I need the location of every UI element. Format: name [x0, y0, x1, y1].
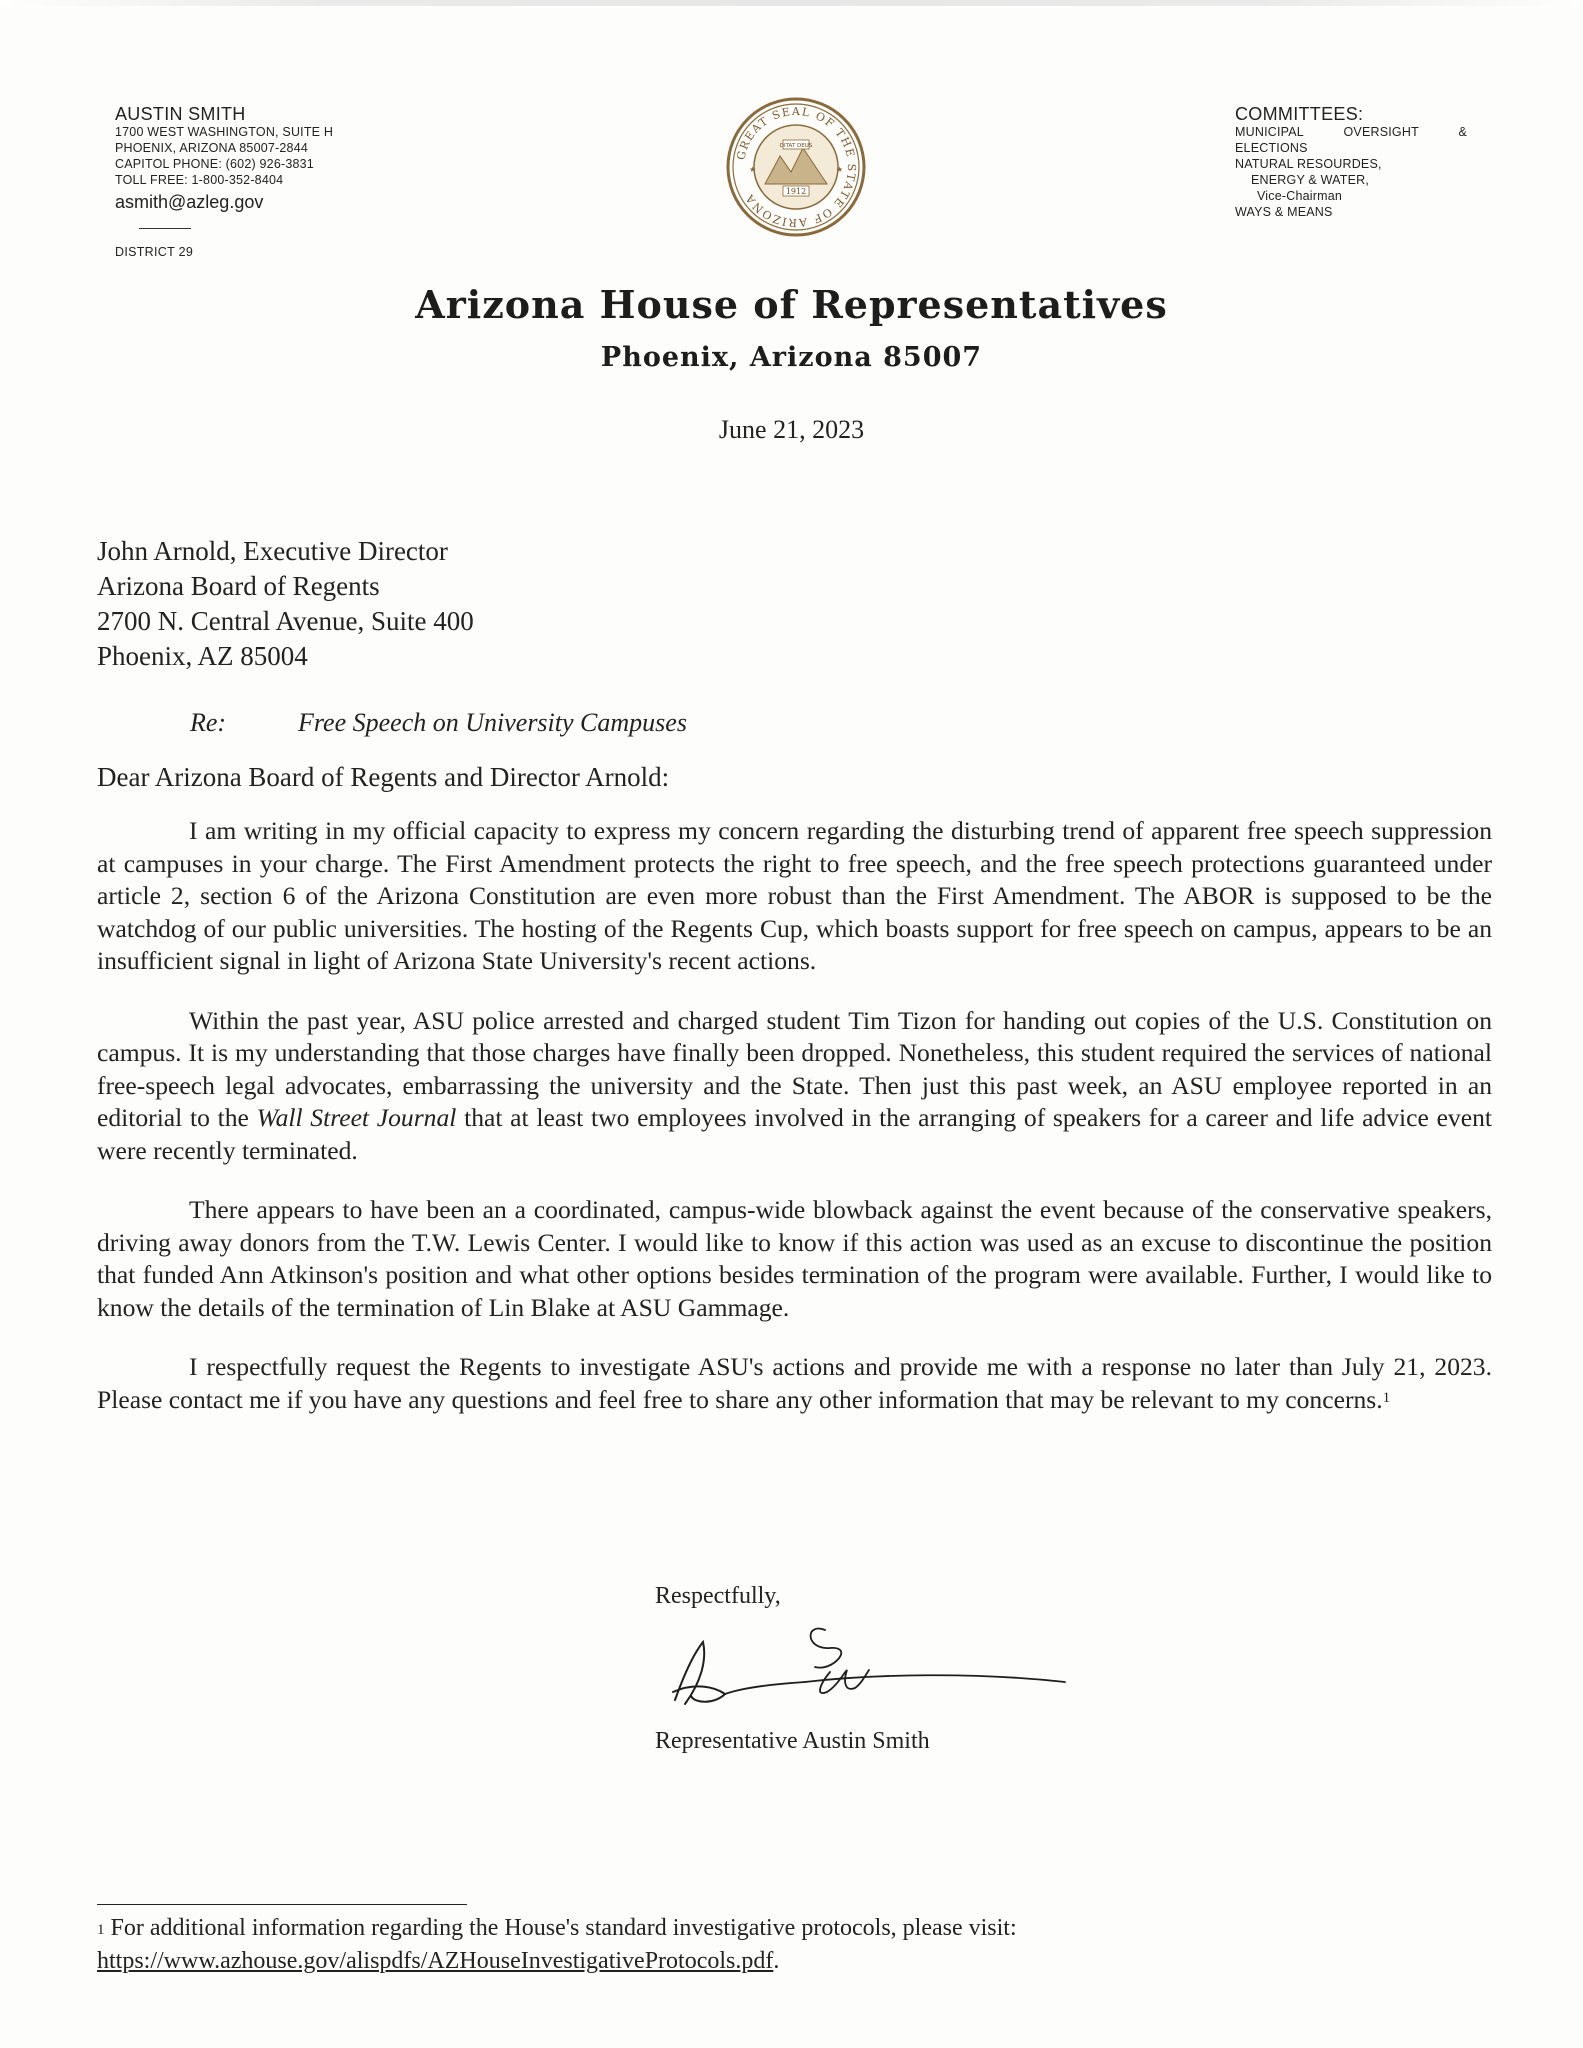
toll-free-phone: TOLL FREE: 1-800-352-8404: [115, 173, 284, 187]
committee-role-vice-chairman: Vice-Chairman: [1257, 189, 1343, 203]
divider-rule: [139, 228, 191, 229]
footnote: [97, 1912, 1017, 1978]
paragraph-1: I am writing in my official capacity to express my concern regarding the disturbing trend of apparent free speech suppression at campuses in your charge. The First Amendment protects the right to free speech, and the free speech protections guaranteed under article 2, section 6 of the Arizona Constitution are even more robust than the First Amendment. The ABOR is supposed to be the watchdog of our public universities. The hosting of the Regents Cup, which boasts support for free speech on campus, appears to be an insufficient signal in light of Arizona State University's recent actions.: [97, 816, 1492, 975]
arizona-state-seal-icon: [725, 96, 867, 238]
letterhead-subtitle: Phoenix, Arizona 85007: [600, 342, 983, 373]
scan-top-edge: [0, 0, 1583, 6]
district-label: DISTRICT 29: [115, 245, 194, 259]
paragraph-2: [97, 1005, 1492, 1168]
recipient-line1: John Arnold, Executive Director: [97, 536, 448, 566]
footnote-period: .: [773, 1948, 780, 1974]
recipient-line3: 2700 N. Central Avenue, Suite 400: [97, 606, 474, 636]
footnote-number: 1: [97, 1922, 105, 1938]
paragraph-3: There appears to have been an a coordinated, campus-wide blowback against the event because of the conservative speakers, driving away donors from the T.W. Lewis Center. I would like to know if this action was used as an excuse to discontinue the position that funded Ann Atkinson's position and what other options besides termination of the program were available. Further, I would like to know the details of the termination of Lin Blake at ASU Gammage.: [97, 1195, 1492, 1322]
footnote-divider: [97, 1904, 467, 1905]
footnote-line2: [97, 1945, 1017, 1978]
recipient-address: [97, 534, 474, 674]
committee-word-municipal: MUNICIPAL: [1235, 125, 1304, 139]
office-address-line2: PHOENIX, ARIZONA 85007-2844: [115, 141, 308, 155]
capitol-phone: CAPITOL PHONE: (602) 926-3831: [115, 157, 314, 171]
paragraph-2-part2: that at least two employees involved in the arranging of speakers for a career and life advice event were recently terminated.: [97, 1103, 1492, 1165]
committee-line-elections: ELECTIONS: [1235, 141, 1308, 155]
representative-name: AUSTIN SMITH: [115, 104, 246, 124]
subject-label: Re:: [190, 708, 227, 737]
svg-text:★: ★: [836, 165, 844, 174]
letterhead-title: Arizona House of Representatives: [415, 282, 1168, 327]
closing: Respectfully,: [655, 1583, 781, 1609]
subject-line: [190, 708, 687, 738]
committee-line-ways-means: WAYS & MEANS: [1235, 205, 1333, 219]
letter-date: June 21, 2023: [718, 415, 865, 444]
committee-word-oversight: OVERSIGHT: [1343, 125, 1419, 139]
letter-body: [97, 815, 1492, 1443]
salutation: Dear Arizona Board of Regents and Director Arnold:: [97, 762, 670, 792]
footnote-text: For additional information regarding the House's standard investigative protocols, please visit:: [110, 1915, 1017, 1941]
committee-word-ampersand: &: [1458, 125, 1467, 139]
svg-text:DITAT DEUS: DITAT DEUS: [779, 143, 813, 149]
footnote-line1: [97, 1912, 1017, 1945]
svg-text:★: ★: [749, 165, 757, 174]
handwritten-signature: [655, 1612, 1075, 1722]
subject-text: Free Speech on University Campuses: [298, 708, 687, 737]
publication-title: Wall Street Journal: [256, 1103, 457, 1132]
committee-line-natural-resources: NATURAL RESOURDES,: [1235, 157, 1382, 171]
signer-name: Representative Austin Smith: [655, 1728, 930, 1754]
paragraph-2-part1: Within the past year, ASU police arrested and charged student Tim Tizon for handing out copies of the U.S. Constitution on campus. It is my understanding that those charges have finally been dropped. Nonetheless, this student required the services of national free-speech legal advocates, embarrassing the university and the State. Then just this past week, an ASU employee reported in an editorial to the: [97, 1005, 1492, 1132]
svg-text:1912: 1912: [785, 187, 807, 196]
paragraph-4-text: I respectfully request the Regents to investigate ASU's actions and provide me with a response no later than July 21, 2023. Please contact me if you have any questions and feel free to share any other information that may be relevant to my concerns.: [97, 1352, 1492, 1414]
office-address-line1: 1700 WEST WASHINGTON, SUITE H: [115, 125, 334, 139]
committees-heading: COMMITTEES:: [1235, 104, 1364, 124]
footnote-reference: 1: [1382, 1389, 1391, 1406]
committees-block: [1235, 104, 1467, 220]
svg-text:GREAT SEAL OF THE STATE OF ARI: GREAT SEAL OF THE STATE OF ARIZONA: [734, 104, 859, 230]
paragraph-4: [97, 1351, 1492, 1416]
email-address: asmith@azleg.gov: [115, 192, 264, 212]
recipient-line2: Arizona Board of Regents: [97, 571, 380, 601]
protocols-link[interactable]: https://www.azhouse.gov/alispdfs/AZHouseInvestigativeProtocols.pdf: [97, 1948, 774, 1974]
committee-line-energy-water: ENERGY & WATER,: [1251, 173, 1370, 187]
representative-contact-block: [115, 104, 333, 259]
committee-line-municipal: [1235, 124, 1467, 140]
recipient-line4: Phoenix, AZ 85004: [97, 641, 308, 671]
